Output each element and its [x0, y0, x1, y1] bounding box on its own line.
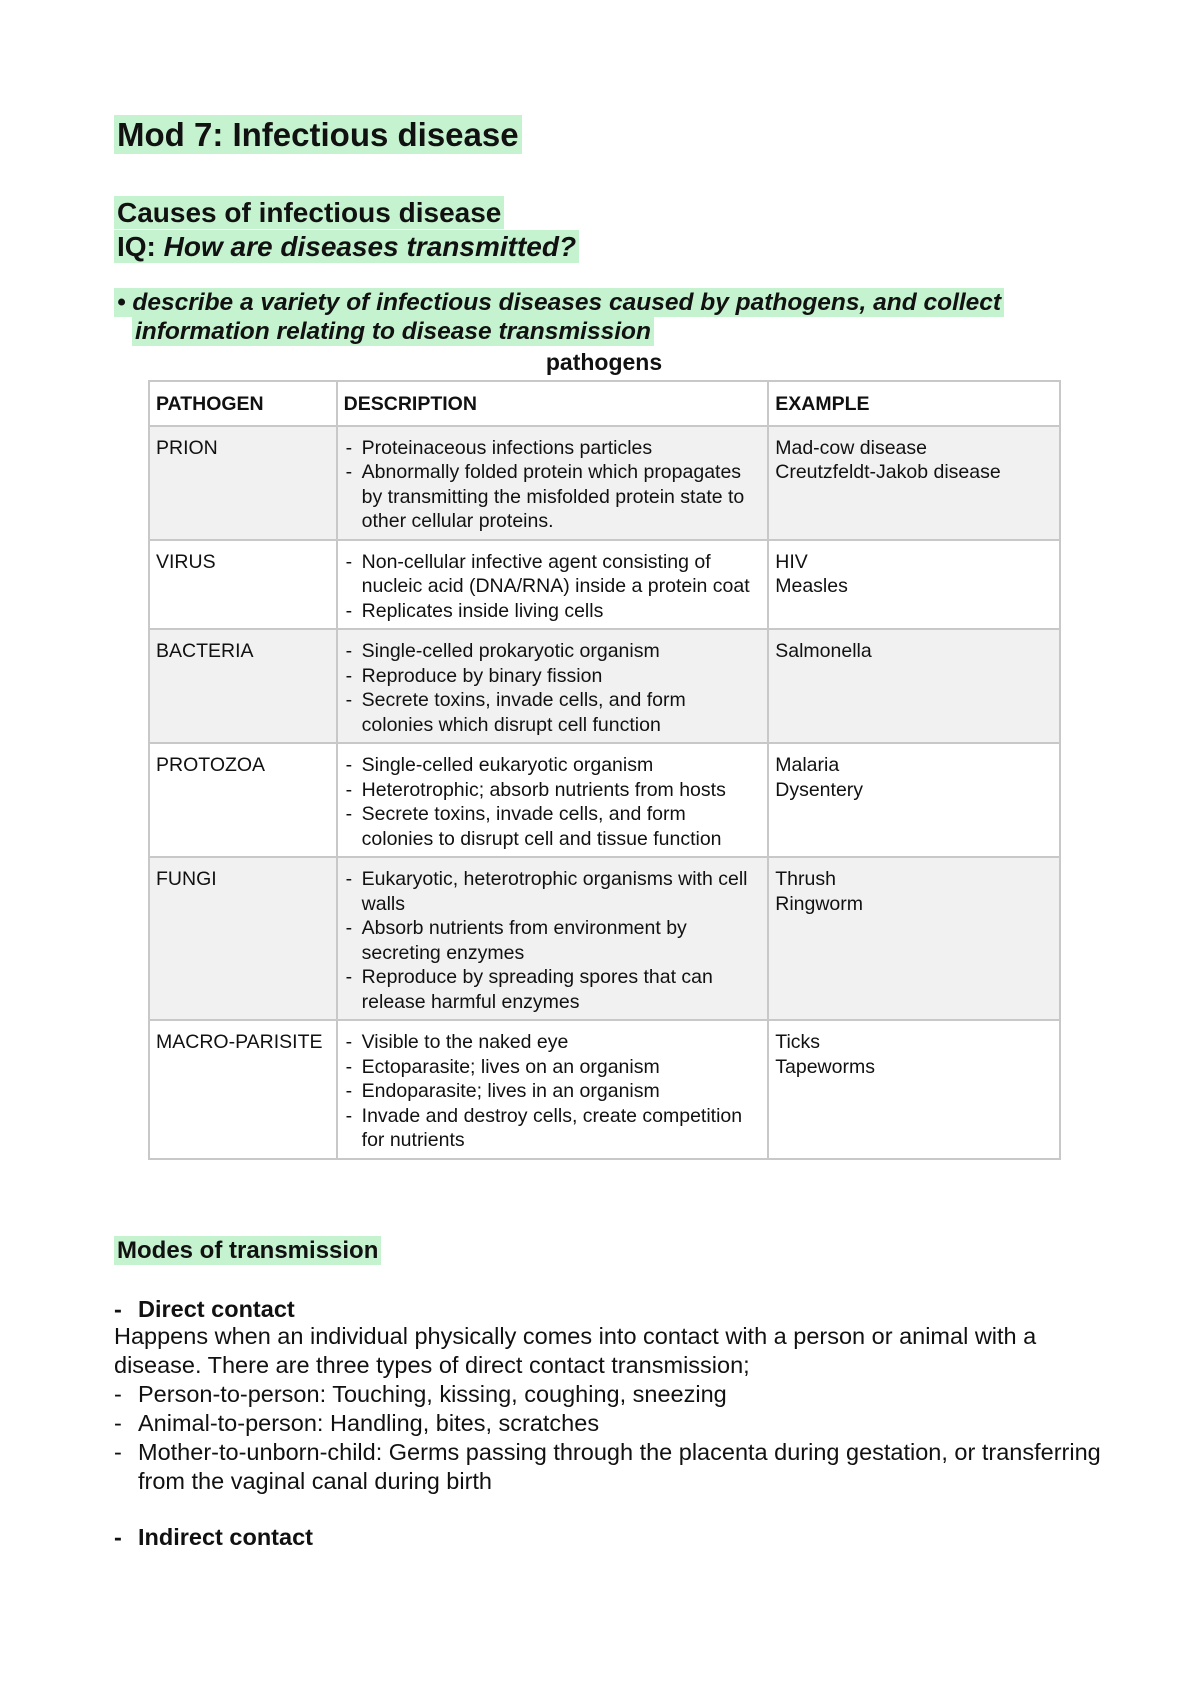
example-item: Dysentery — [775, 778, 864, 801]
dash-icon: - — [114, 1296, 122, 1322]
example-item: Tapeworms — [775, 1055, 875, 1078]
description-item: - Reproduce by spreading spores that can release harmful enzymes — [344, 965, 762, 1014]
description-cell — [337, 629, 769, 743]
direct-contact-list — [114, 1380, 1114, 1496]
description-item: - Non-cellular infective agent consisting of nucleic acid (DNA/RNA) inside a protein coat — [344, 550, 762, 599]
description-item: - Proteinaceous infections particles — [344, 436, 762, 461]
example-cell — [768, 743, 1060, 857]
description-item: - Endoparasite; lives in an organism — [344, 1079, 762, 1104]
header-example: EXAMPLE — [768, 381, 1060, 426]
description-item: - Abnormally folded protein which propagates by transmitting the misfolded protein state to other cellular proteins. — [344, 460, 762, 534]
table-row — [149, 857, 1060, 1020]
description-item: - Absorb nutrients from environment by secreting enzymes — [344, 916, 762, 965]
direct-contact-title: Direct contact — [138, 1296, 295, 1322]
table-caption-text: pathogens — [545, 349, 663, 375]
page-title — [114, 114, 522, 156]
iq-question: How are diseases transmitted? — [163, 231, 577, 262]
example-cell — [768, 629, 1060, 743]
pathogen-cell: PROTOZOA — [149, 743, 337, 857]
description-item: - Secrete toxins, invade cells, and form colonies which disrupt cell function — [344, 688, 762, 737]
example-item: HIV — [775, 550, 808, 573]
description-item: - Visible to the naked eye — [344, 1030, 762, 1055]
description-item: - Eukaryotic, heterotrophic organisms with cell walls — [344, 867, 762, 916]
pathogen-table — [148, 380, 1061, 1160]
pathogen-cell: FUNGI — [149, 857, 337, 1020]
description-cell — [337, 540, 769, 630]
description-cell — [337, 1020, 769, 1159]
example-item: Malaria — [775, 754, 840, 776]
dash-icon: - — [114, 1524, 122, 1550]
direct-contact-body — [114, 1322, 1114, 1496]
example-item: Ticks — [775, 1031, 821, 1053]
example-item: Measles — [775, 575, 848, 597]
example-item: Salmonella — [775, 640, 872, 662]
example-item: Mad-cow disease — [775, 436, 927, 459]
example-item: Ringworm — [775, 892, 864, 915]
modes-heading — [114, 1236, 381, 1266]
indirect-contact-heading — [114, 1522, 313, 1552]
description-cell — [337, 857, 769, 1020]
description-item: - Secrete toxins, invade cells, and form colonies to disrupt cell and tissue function — [344, 802, 762, 851]
direct-contact-intro: Happens when an individual physically comes into contact with a person or animal with a disease. There are three types of direct contact transmission; — [114, 1323, 1037, 1378]
description-item: - Single-celled prokaryotic organism — [344, 639, 762, 664]
table-row — [149, 540, 1060, 630]
table-row — [149, 629, 1060, 743]
example-cell — [768, 1020, 1060, 1159]
pathogen-cell: VIRUS — [149, 540, 337, 630]
section-heading-text: Causes of infectious disease — [114, 196, 504, 229]
outcome-line-1: describe a variety of infectious diseases caused by pathogens, and collect — [132, 289, 1002, 316]
iq-prefix: IQ: — [117, 231, 156, 262]
description-item: - Heterotrophic; absorb nutrients from hosts — [344, 778, 762, 803]
learning-outcome — [114, 288, 1014, 346]
indirect-contact-title: Indirect contact — [138, 1524, 313, 1550]
pathogen-cell: PRION — [149, 426, 337, 540]
table-row — [149, 426, 1060, 540]
page-title-text: Mod 7: Infectious disease — [114, 115, 522, 154]
table-caption — [0, 349, 1200, 376]
inquiry-question — [114, 230, 579, 264]
description-item: - Ectoparasite; lives on an organism — [344, 1055, 762, 1080]
example-cell — [768, 857, 1060, 1020]
description-cell — [337, 426, 769, 540]
outcome-line-2: information relating to disease transmission — [132, 317, 654, 346]
description-item: - Replicates inside living cells — [344, 599, 762, 624]
pathogen-cell: MACRO-PARISITE — [149, 1020, 337, 1159]
table-header-row — [149, 381, 1060, 426]
example-cell — [768, 426, 1060, 540]
section-heading — [114, 196, 504, 230]
list-item: - Mother-to-unborn-child: Germs passing through the placenta during gestation, or transferring from the vaginal canal during birth — [114, 1438, 1114, 1496]
example-cell — [768, 540, 1060, 630]
modes-heading-text: Modes of transmission — [114, 1236, 381, 1265]
description-item: - Single-celled eukaryotic organism — [344, 753, 762, 778]
example-item: Thrush — [775, 868, 836, 890]
header-pathogen: PATHOGEN — [149, 381, 337, 426]
table-row — [149, 743, 1060, 857]
description-item: - Reproduce by binary fission — [344, 664, 762, 689]
description-cell — [337, 743, 769, 857]
table-row — [149, 1020, 1060, 1159]
description-item: - Invade and destroy cells, create competition for nutrients — [344, 1104, 762, 1153]
list-item: - Animal-to-person: Handling, bites, scratches — [114, 1409, 1114, 1438]
pathogen-cell: BACTERIA — [149, 629, 337, 743]
example-item: Creutzfeldt-Jakob disease — [775, 461, 1001, 483]
header-description: DESCRIPTION — [337, 381, 769, 426]
direct-contact-heading — [114, 1294, 295, 1324]
list-item: - Person-to-person: Touching, kissing, coughing, sneezing — [114, 1380, 1114, 1409]
bullet-icon: • — [117, 289, 126, 316]
